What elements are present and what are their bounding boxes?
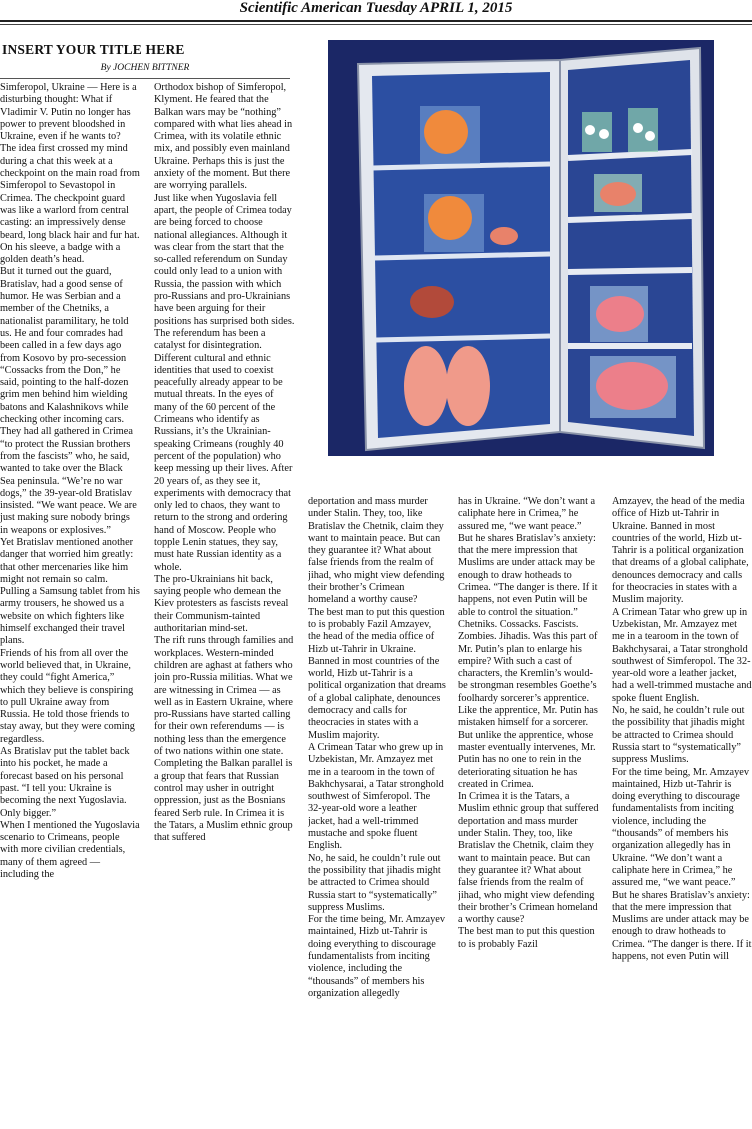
jar [628,108,658,152]
refrigerator-illustration [328,40,714,456]
masthead-rule [0,20,752,22]
paragraph: has in Ukraine. “We don’t want a caliphate here in Crimea,” he assured me, “we want peace.” [458,496,596,532]
paragraph: In Crimea it is the Tatars, a Muslim ethnic group that suffered deportation and mass murder under Stalin. They, too, like Bratislav the Chetnik, claim they want to maintain peace. But can they guarantee it? What about false friends from the realm of jihad, who might view defending their brother’s Crimean homeland a worthy cause? [458,791,599,926]
paragraph: For the time being, Mr. Amzayev maintained, Hizb ut-Tahrir is doing everything to discourage fundamentalists from inciting violence, including the “thousands” of members his organization allegedly has in Ukraine. “We don’t want a caliphate here in Crimea,” he assured me, “we want peace.” [612,766,749,889]
paragraph: But he shares Bratislav’s anxiety: that the mere impression that Muslims are under attack may be enough to draw hotheads to Crimea. “The danger is there. If it happens, not even Putin will [612,889,752,962]
paragraph: Simferopol, Ukraine — Here is a disturbing thought: What if Vladimir V. Putin no longer has power to prevent bloodshed in Ukraine, even if he wants to? [0,82,137,143]
paragraph: No, he said, he couldn’t rule out the possibility that jihadis might be attracted to Crimea should Russia start to “systematically” suppress Muslims. [612,705,745,766]
organ-blob [596,362,668,410]
paragraph: As Bratislav put the tablet back into his pocket, he made a forecast based on his personal past. “I tell you: Ukraine is becoming the next Yugoslavia. Only bigger.” [0,746,130,819]
paragraph: But it turned out the guard, Bratislav, had a good sense of humor. He was Serbian and a member of the Chetniks, a nationalist paramilitary, he told us. He and four comrades had been called in a few days ago from Kosovo by pro-secession “Cossacks from the Don,” he said, pointing to the half-dozen grim men behind him wielding batons and Kalashnikovs while checking other incoming cars. [0,266,129,426]
paragraph: No, he said, he couldn’t rule out the possibility that jihadis might be attracted to Crimea should Russia start to “systematically” suppress Muslims. [308,852,441,913]
article-column-5 [612,496,752,1126]
eyeball [645,131,655,141]
paragraph: Amzayev, the head of the media office of Hizb ut-Tahrir in Ukraine. Banned in most countries of the world, Hizb ut-Tahrir is a political organization that dreams of a global caliphate, denounces democracy and calls for theocracies in states with a Muslim majority. [612,496,749,606]
head-2 [428,196,472,240]
article-byline: By JOCHEN BITTNER [100,63,190,73]
paragraph: Yet Bratislav mentioned another danger that worried him greatly: that other mercenaries like him might not remain so calm. Pulling a Samsung tablet from his army trousers, he showed us a website on which fighters like himself exchanged their travel plans. [0,536,140,647]
eyeball [599,129,609,139]
paragraph: The rift runs through families and workplaces. Western-minded children are aghast at fathers who join pro-Russia militias. What we are witnessing in Crimea — as well as in Eastern Ukraine, where pro-Russians have started calling for their own referendums — is nothing less than the emergence of two nations within one state. [154,635,294,758]
lung-left [404,346,448,426]
lung-right [446,346,490,426]
article-column-4 [458,496,601,1126]
liver [410,286,454,318]
paragraph: Friends of his from all over the world believed that, in Ukraine, they could “fight America,” which they believe is conspiring to pull Ukraine away from Russia. He told those friends to stay away, but they were coming regardless. [0,647,135,745]
paragraph: The pro-Ukrainians hit back, saying people who demean the Kiev protesters as fascists reveal their Communism-tainted authoritarian mind-set. [154,573,289,635]
paragraph: The best man to put this question to is probably Fazil [458,926,595,950]
article-title: INSERT YOUR TITLE HERE [2,42,185,57]
paragraph: They had all gathered in Crimea “to protect the Russian brothers from the fascists” who, he said, wanted to take over the Black Sea peninsula. “We’re no war dogs,” the 39-year-old Bratislav insisted. “We want peace. We are just making sure nobody brings in weapons or explosives.” [0,426,137,536]
paragraph: When I mentioned the Yugoslavia scenario to Crimeans, people with more civilian credentials, many of them agreed — including the [0,819,140,880]
masthead: Scientific American Tuesday APRIL 1, 2015 [239,0,513,16]
eyeball [585,125,595,135]
paragraph: Orthodox bishop of Simferopol, Klyment. He feared that the Balkan wars may be “nothing” compared with what lies ahead in Crimea, with its volatile ethnic mix, and possibly even mainland Ukraine. Perhaps this is just the anxiety of the moment. But there are worrying parallels. [154,82,293,192]
paragraph: But he shares Bratislav’s anxiety: that the mere impression that Muslims are under attack may be enough to draw hotheads to Crimea. “The danger is there. If it happens, not even Putin will be able to control the situation.” [458,532,598,618]
paragraph: The referendum has been a catalyst for disintegration. Different cultural and ethnic identities that used to coexist peacefully already appear to be mutual threats. In the eyes of many of the 60 percent of the Crimeans who identify as Russians, it’s the Ukrainian-speaking Crimeans (roughly 40 percent of the population) who keep messing up their lives. After 20 years of, as they see it, experiments with democracy that only led to chaos, they want to return to the strong and ordering hand of Moscow. People who topple Lenin statues, they say, must hate Russian identity as a whole. [154,327,293,573]
eyeball [633,123,643,133]
head-1 [424,110,468,154]
paragraph: For the time being, Mr. Amzayev maintained, Hizb ut-Tahrir is doing everything to discourage fundamentalists from inciting violence, including the “thousands” of members his organization allegedly [308,914,445,999]
paragraph: Just like when Yugoslavia fell apart, the people of Crimea today are being forced to choose national allegiances. Although it was clear from the start that the so-called referendum on Sunday could only lead to a union with Russia, the passion with which pro-Russians and pro-Ukrainians have been arguing for their positions has surprised both sides. [154,192,295,327]
paragraph: A Crimean Tatar who grew up in Uzbekistan, Mr. Amzayez met me in a tearoom in the town of Bakhchysarai, a Tatar stronghold southwest of Simferopol. The 32-year-old wore a leather jacket, had a well-trimmed mustache and spoke fluent English. [308,741,444,852]
brain [596,296,644,332]
masthead-rule-thin [0,24,752,25]
paragraph: The best man to put this question to is probably Fazil Amzayev, the head of the media office of Hizb ut-Tahrir in Ukraine. Banned in most countries of the world, Hizb ut-Tahrir is a political organization that dreams of a global caliphate, denounces democracy and calls for theocracies in states with a Muslim majority. [308,606,446,741]
byline-rule [0,78,290,79]
article-column-3 [308,496,446,1126]
intestine [600,182,636,206]
kidney [490,227,518,245]
paragraph: A Crimean Tatar who grew up in Uzbekistan, Mr. Amzayez met me in a tearoom in the town of Bakhchysarai, a Tatar stronghold southwest of Simferopol. The 32-year-old wore a leather jacket, had a well-trimmed mustache and spoke fluent English. [612,606,752,704]
paragraph: Chetniks. Cossacks. Fascists. Zombies. Jihadis. Was this part of Mr. Putin’s plan to enlarge his empire? With such a cast of characters, the Kremlin’s would-be strongman resembles Goethe’s foolhardy sorcerer’s apprentice. Like the apprentice, Mr. Putin has mistaken himself for a sorcerer. But unlike the apprentice, whose master eventually intervenes, Mr. Putin has no one to rein in the deteriorating situation he has created in Crimea. [458,618,598,790]
paragraph: deportation and mass murder under Stalin. They, too, like Bratislav the Chetnik, claim they want to maintain peace. But can they guarantee it? What about false friends from the realm of jihad, who might view defending their brother’s Crimean homeland a worthy cause? [308,496,445,606]
article-column-2 [154,82,297,1127]
paragraph: Completing the Balkan parallel is a group that fears that Russian control may usher in outright oppression, just as the Bosnians feared Serb rule. In Crimea it is the Tatars, a Muslim ethnic group that suffered [154,758,293,844]
article-column-1 [0,82,140,1127]
paragraph: The idea first crossed my mind during a chat this week at a checkpoint on the main road from Simferopol to Sevastopol in Crimea. The checkpoint guard was like a warlord from central casting: an impressively dense beard, long black hair and fur hat. On his sleeve, a badge with a golden death’s head. [0,143,140,266]
